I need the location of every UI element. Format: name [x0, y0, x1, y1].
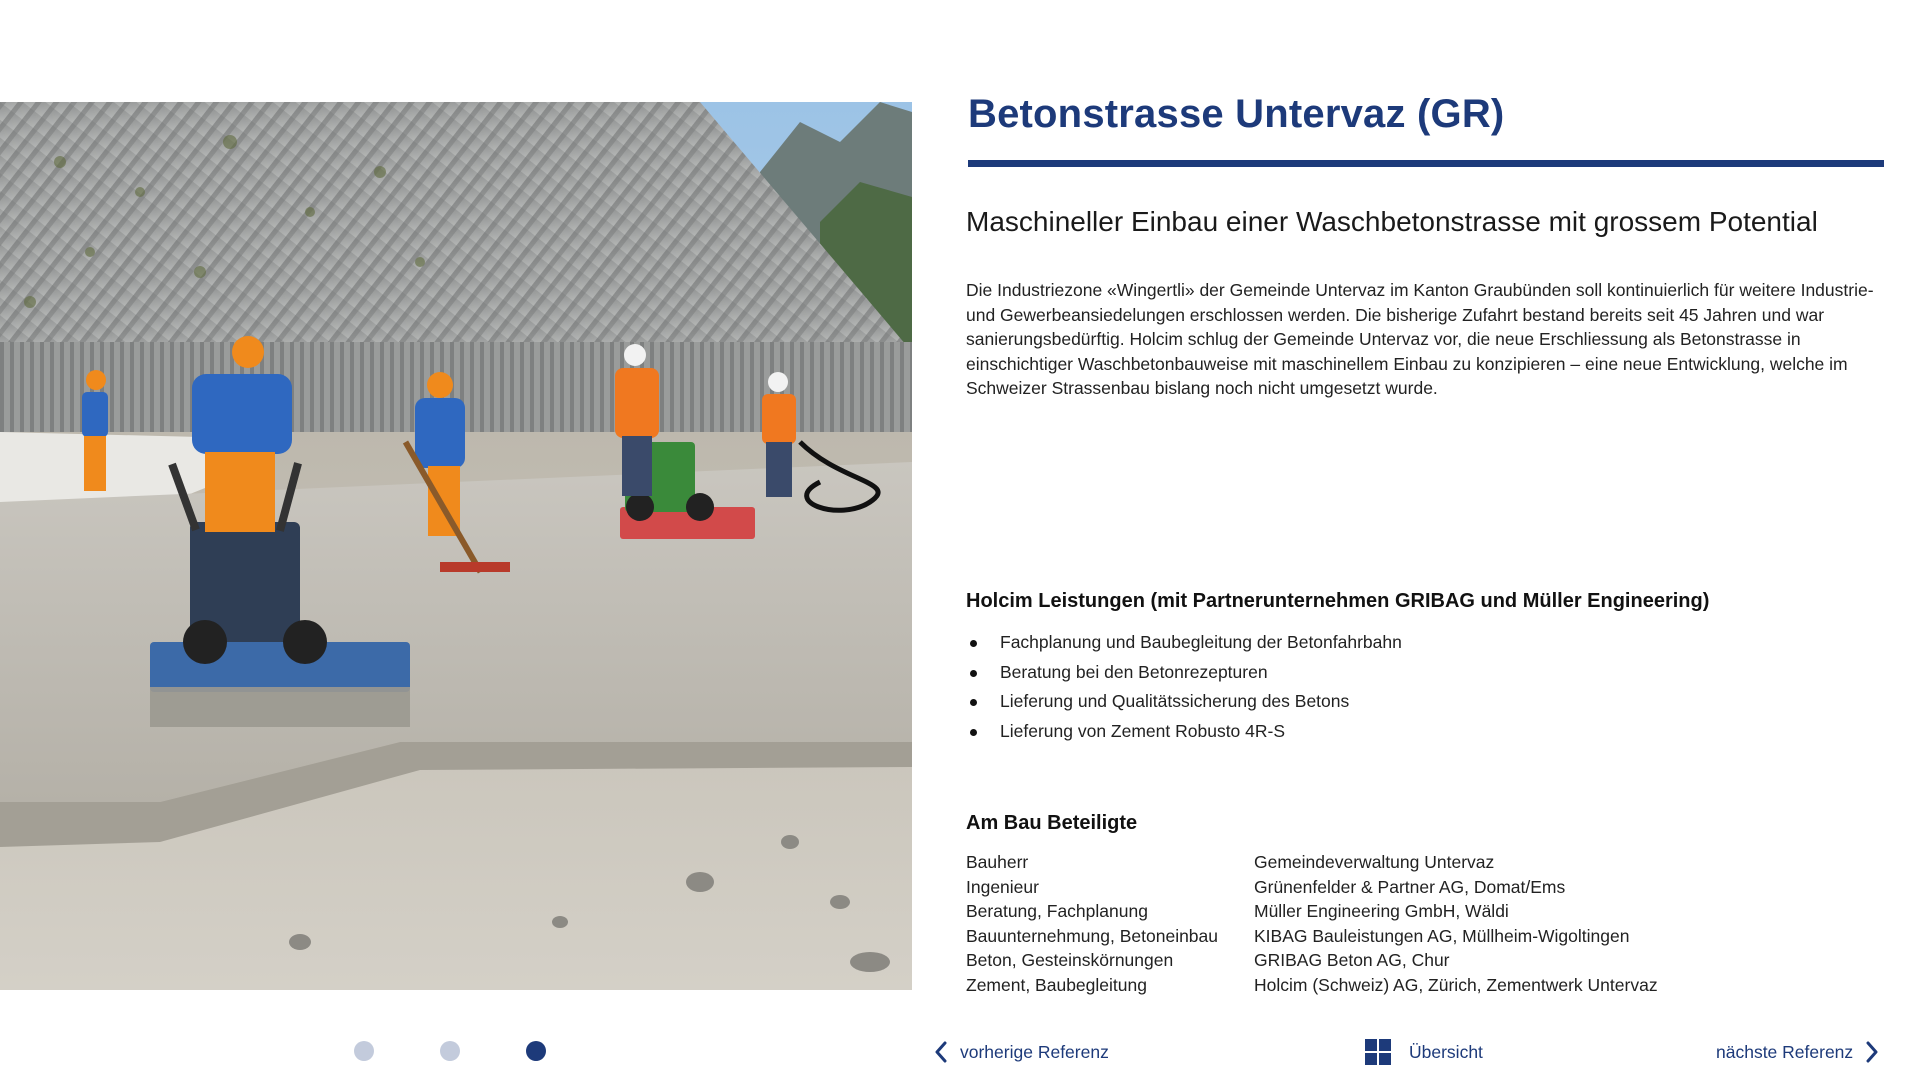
party-role: Beratung, Fachplanung: [966, 901, 1148, 921]
party-name: Holcim (Schweiz) AG, Zürich, Zementwerk Untervaz: [1254, 974, 1658, 995]
chevron-left-icon: [934, 1041, 948, 1063]
parties-table: [966, 850, 1658, 997]
party-role: Ingenieur: [966, 876, 1039, 897]
grid-icon: [1365, 1039, 1391, 1065]
overview-label: Übersicht: [1409, 1041, 1483, 1062]
parties-heading: Am Bau Beteiligte: [966, 812, 1138, 834]
subtitle: Maschineller Einbau einer Waschbetonstrasse mit grossem Potential: [966, 206, 1818, 237]
overview-link[interactable]: [1365, 1040, 1483, 1064]
title-divider: [968, 160, 1884, 167]
page-dot-1[interactable]: [354, 1041, 374, 1061]
party-role: Bauunternehmung, Betoneinbau: [966, 925, 1219, 946]
services-heading: Holcim Leistungen (mit Partnerunternehmen GRIBAG und Müller Engineering): [966, 590, 1710, 612]
services-item: Lieferung von Zement Robusto 4R-S: [966, 717, 1402, 747]
page-dot-3[interactable]: [526, 1041, 546, 1061]
chevron-right-icon: [1865, 1041, 1879, 1063]
services-list: [966, 628, 1402, 746]
services-item: Lieferung und Qualitätssicherung des Betons: [966, 687, 1402, 717]
table-row: [966, 973, 1658, 998]
table-row: [966, 850, 1658, 875]
table-row: [966, 899, 1658, 924]
party-name: GRIBAG Beton AG, Chur: [1254, 950, 1450, 970]
previous-reference-link[interactable]: [934, 1040, 1109, 1064]
table-row: [966, 948, 1658, 973]
page-dot-2[interactable]: [440, 1041, 460, 1061]
next-reference-link[interactable]: [1716, 1040, 1879, 1064]
next-reference-label: nächste Referenz: [1716, 1041, 1854, 1062]
construction-photo: [0, 102, 912, 990]
table-row: [966, 924, 1658, 949]
party-name: Grünenfelder & Partner AG, Domat/Ems: [1254, 876, 1566, 897]
party-name: KIBAG Bauleistungen AG, Müllheim-Wigoltingen: [1254, 925, 1630, 946]
party-role: Zement, Baubegleitung: [966, 974, 1147, 995]
services-item: Beratung bei den Betonrezepturen: [966, 658, 1402, 688]
party-name: Gemeindeverwaltung Untervaz: [1254, 852, 1495, 872]
page-title: Betonstrasse Untervaz (GR): [968, 92, 1505, 136]
party-role: Bauherr: [966, 852, 1029, 872]
services-item: Fachplanung und Baubegleitung der Betonfahrbahn: [966, 628, 1402, 658]
party-name: Müller Engineering GmbH, Wäldi: [1254, 901, 1509, 921]
table-row: [966, 875, 1658, 900]
party-role: Beton, Gesteinskörnungen: [966, 950, 1174, 970]
previous-reference-label: vorherige Referenz: [960, 1041, 1109, 1062]
intro-paragraph: Die Industriezone «Wingertli» der Gemeinde Untervaz im Kanton Graubünden soll kontinuierlich für weitere Industrie- und Gewerbeansiedelungen erschlossen werden. Die bisherige Zufahrt bestand bereits seit 45 Jahren und war sanierungsbedürftig. Holcim schlug der Gemeinde Untervaz vor, die neue Erschliessung als Betonstrasse in einschichtiger Waschbetonbauweise mit maschinellem Einbau zu konzipieren – eine neue Entwicklung, welche im Schweizer Strassenbau bislang noch nicht umgesetzt wurde.: [966, 280, 1874, 398]
